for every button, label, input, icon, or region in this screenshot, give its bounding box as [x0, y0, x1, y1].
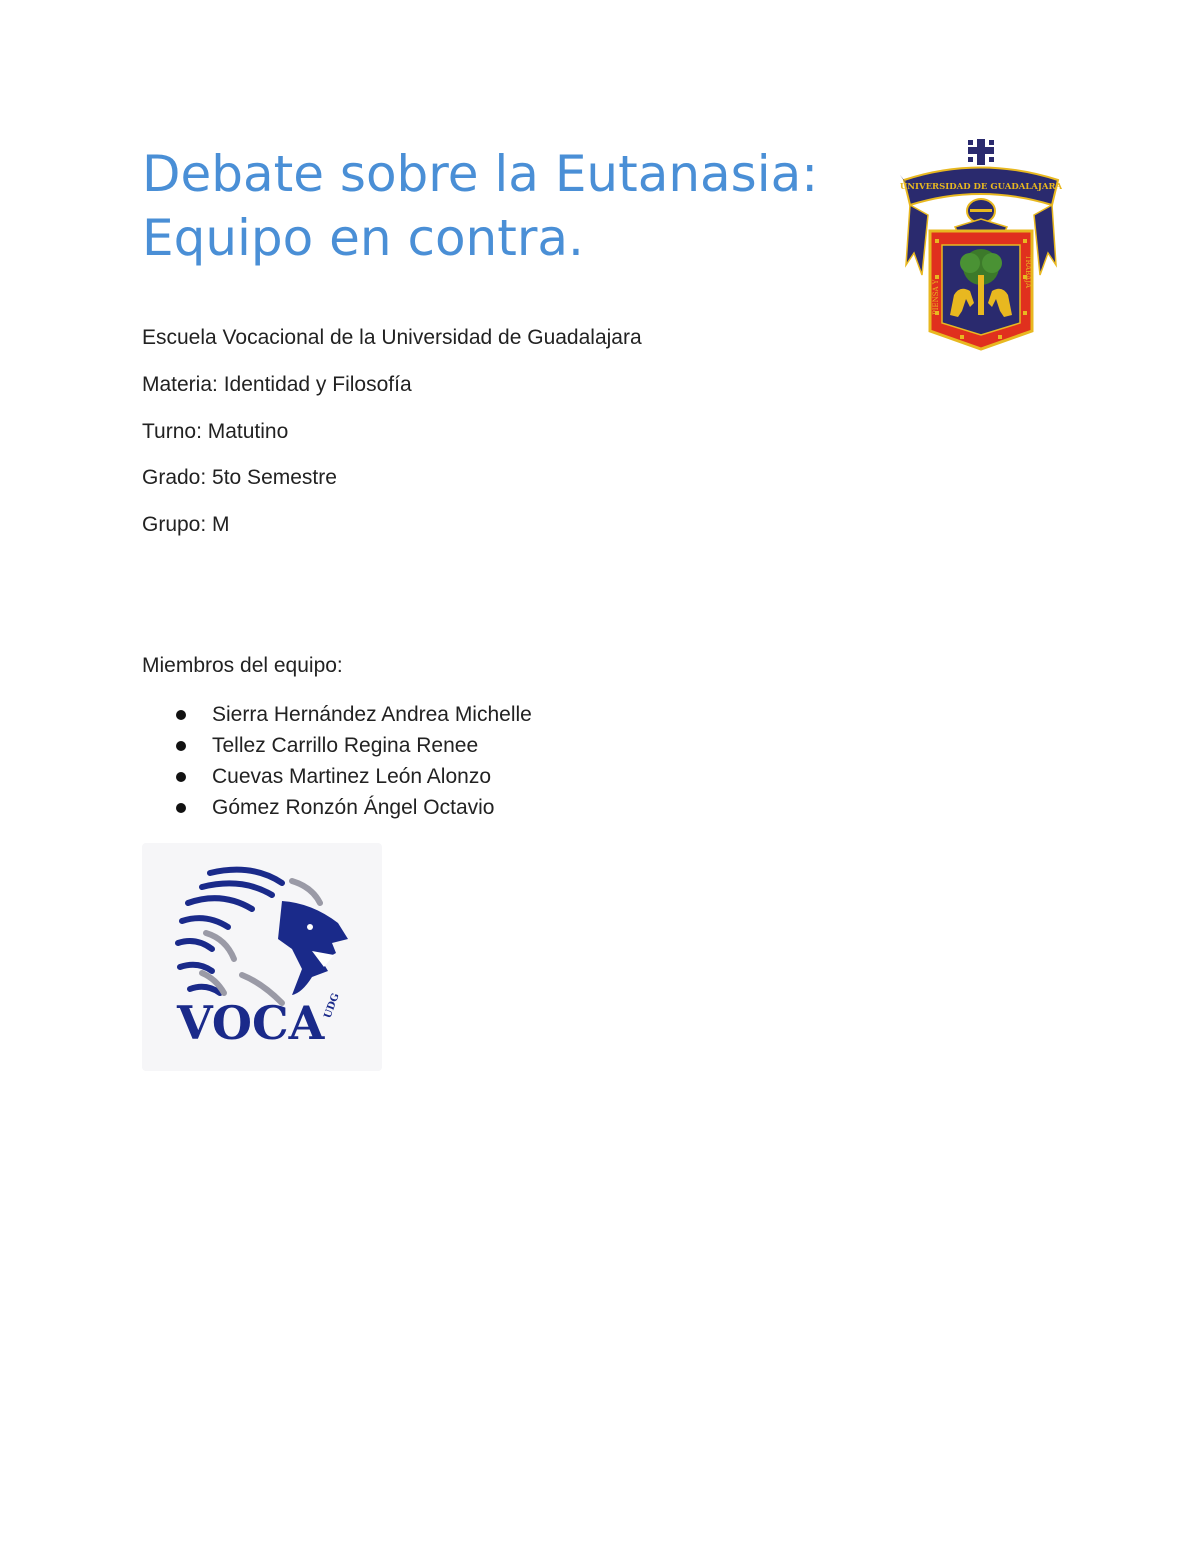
university-crest-logo: [900, 135, 1062, 353]
group-line: Grupo: M: [142, 513, 230, 536]
crest-motto-left: PIENSA Y: [932, 279, 940, 315]
cross-icon: [968, 139, 994, 165]
member-name: Cuevas Martinez León Alonzo: [212, 765, 491, 788]
crest-motto-right: TRABAJA: [1024, 255, 1032, 289]
title-line-1: Debate sobre la Eutanasia:: [142, 145, 819, 203]
members-list: [172, 699, 532, 823]
members-label: Miembros del equipo:: [142, 654, 343, 677]
crest-banner-text: UNIVERSIDAD DE GUADALAJARA: [900, 182, 1062, 192]
list-item: [172, 699, 532, 730]
shift-line: Turno: Matutino: [142, 420, 289, 443]
school-name: Escuela Vocacional de la Universidad de Guadalajara: [142, 326, 642, 349]
document-title: [142, 142, 882, 270]
member-name: Gómez Ronzón Ángel Octavio: [212, 796, 495, 819]
grade-line: Grado: 5to Semestre: [142, 466, 337, 489]
member-name: Tellez Carrillo Regina Renee: [212, 734, 479, 757]
voca-logo-text: VOCA: [177, 996, 325, 1050]
list-item: [172, 792, 532, 823]
bullet-icon: [176, 772, 186, 782]
subject-line: Materia: Identidad y Filosofía: [142, 373, 412, 396]
title-line-2: Equipo en contra.: [142, 209, 584, 267]
voca-logo-subtext: UDG: [322, 991, 342, 1021]
lion-head-icon: [142, 843, 382, 1071]
bullet-icon: [176, 803, 186, 813]
bullet-icon: [176, 710, 186, 720]
member-name: Sierra Hernández Andrea Michelle: [212, 703, 532, 726]
voca-logo: [142, 843, 382, 1071]
list-item: [172, 730, 532, 761]
bullet-icon: [176, 741, 186, 751]
helmet-icon: [955, 199, 1007, 233]
list-item: [172, 761, 532, 792]
